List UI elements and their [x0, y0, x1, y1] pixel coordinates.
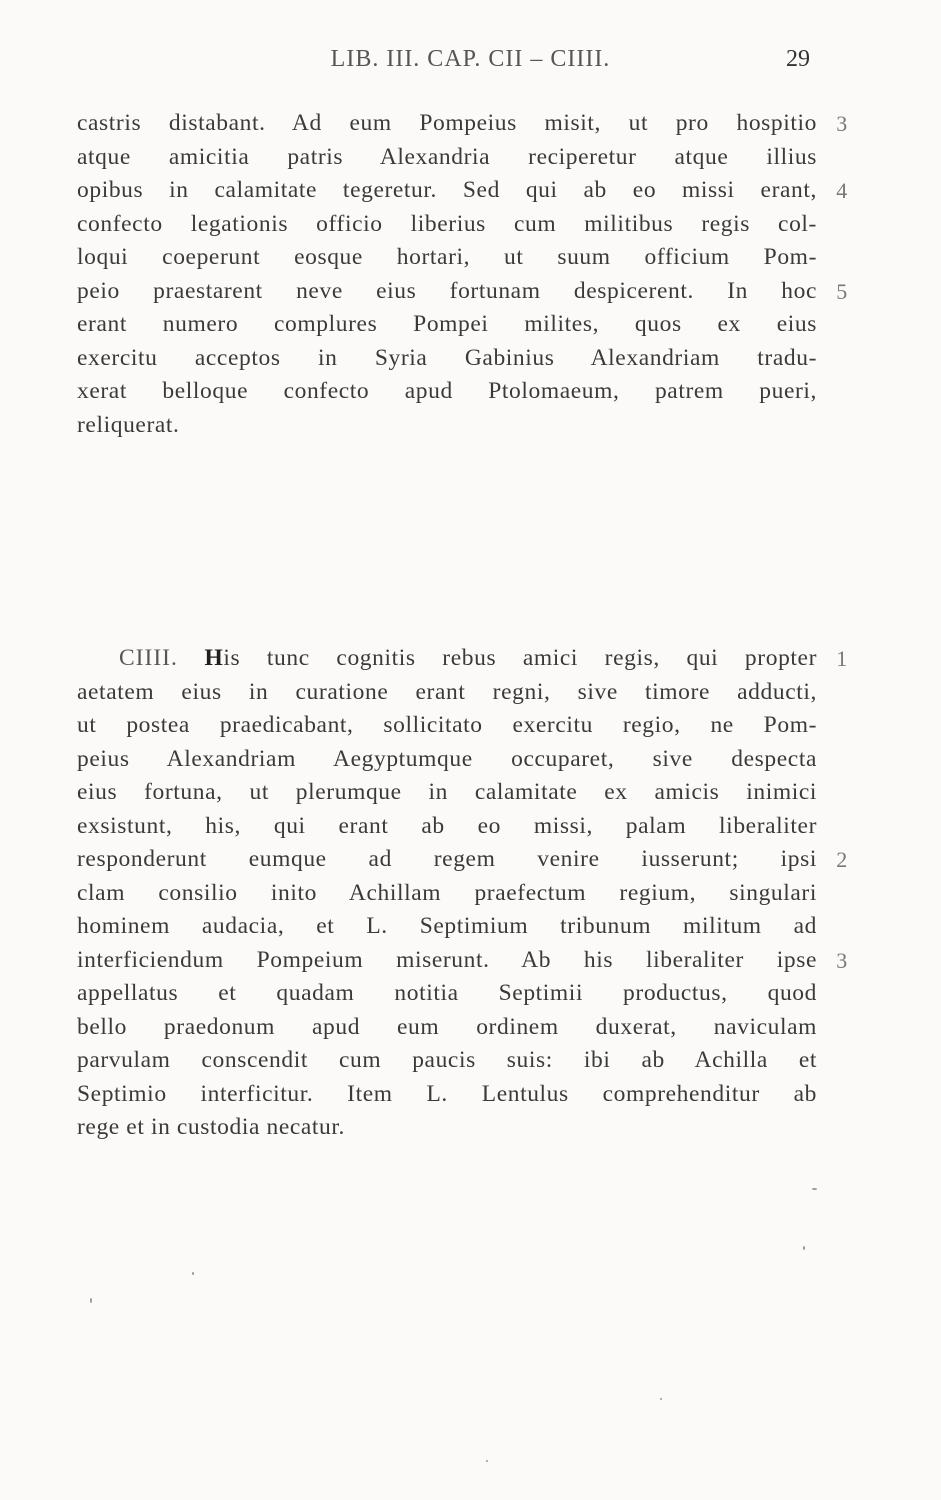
- line-text: exercitu acceptos in Syria Gabinius Alexandriam tradu-: [77, 344, 817, 371]
- first-line-rest: is tunc cognitis rebus amici regis, qui propter: [223, 645, 817, 671]
- text-line: [77, 1044, 817, 1078]
- line-text: bello praedonum apud eum ordinem duxerat, naviculam: [77, 1013, 817, 1040]
- text-line: [77, 977, 817, 1011]
- line-text: responderunt eumque ad regem venire iusserunt; ipsi: [77, 846, 817, 872]
- line-text: hominem audacia, et L. Septimium tribunum militum ad: [77, 913, 817, 939]
- text-line: [77, 1111, 817, 1145]
- line-text: interficiendum Pompeium miserunt. Ab his liberaliter ipse: [77, 946, 817, 973]
- text-line: [77, 409, 817, 443]
- line-text: Septimio interficitur. Item L. Lentulus comprehenditur ab: [77, 1080, 817, 1107]
- paper-speck: [90, 1298, 92, 1303]
- text-line: [77, 141, 817, 175]
- line-text: confecto legationis officio liberius cum militibus regis col-: [77, 210, 817, 237]
- line-text: exsistunt, his, qui erant ab eo missi, palam liberaliter: [77, 812, 817, 839]
- line-text: loqui coeperunt eosque hortari, ut suum officium Pom-: [77, 244, 817, 270]
- chapter-number: CIIII.: [119, 645, 178, 671]
- margin-section-number: 1: [836, 646, 848, 671]
- margin-section-number: 3: [836, 947, 848, 973]
- margin-section-number: 5: [836, 278, 848, 304]
- running-head: [0, 46, 941, 82]
- text-line: [77, 1011, 817, 1045]
- text-line: [77, 1078, 817, 1112]
- paper-speck: [192, 1272, 194, 1275]
- paragraph-continuation: [77, 107, 848, 442]
- line-text: opibus in calamitate tegeretur. Sed qui ab eo missi erant,: [77, 177, 817, 203]
- text-line: [77, 342, 817, 376]
- text-line: [77, 241, 817, 275]
- line-text: peius Alexandriam Aegyptumque occuparet, sive despecta: [77, 745, 817, 772]
- line-text: rege et in custodia necatur.: [77, 1114, 346, 1140]
- line-text: eius fortuna, ut plerumque in calamitate ex amicis inimici: [77, 779, 817, 805]
- line-text: xerat belloque confecto apud Ptolomaeum, patrem pueri,: [77, 378, 817, 404]
- text-line: [77, 174, 848, 208]
- text-line: [77, 910, 817, 944]
- line-text: castris distabant. Ad eum Pompeius misit, ut pro hospitio: [77, 110, 817, 136]
- text-line: [77, 944, 848, 978]
- paper-speck: [803, 1246, 805, 1250]
- text-line-first: [77, 642, 848, 676]
- page-number: 29: [786, 46, 810, 72]
- text-line: [77, 676, 817, 710]
- line-text: peio praestarent neve eius fortunam despicerent. In hoc: [77, 277, 817, 304]
- margin-section-number: 4: [836, 178, 848, 203]
- line-text: appellatus et quadam notitia Septimii productus, quod: [77, 980, 817, 1006]
- line-text: reliquerat.: [77, 411, 180, 438]
- paper-speck: [660, 1398, 662, 1400]
- margin-section-number: 3: [836, 111, 848, 136]
- initial-letter: H: [204, 645, 224, 671]
- margin-section-number: 2: [836, 847, 848, 872]
- first-line-text: [77, 642, 817, 676]
- paper-speck: [812, 1188, 817, 1190]
- text-line: [77, 308, 817, 342]
- text-line: [77, 743, 817, 777]
- text-line: [77, 843, 848, 877]
- line-text: atque amicitia patris Alexandria reciperetur atque illius: [77, 143, 817, 170]
- text-line: [77, 810, 817, 844]
- text-line: [77, 208, 817, 242]
- text-line: [77, 275, 848, 309]
- paper-speck: [486, 1460, 488, 1462]
- line-text: clam consilio inito Achillam praefectum regium, singulari: [77, 879, 817, 906]
- line-text: ut postea praedicabant, sollicitato exercitu regio, ne Pom-: [77, 712, 817, 738]
- line-text: parvulam conscendit cum paucis suis: ibi ab Achilla et: [77, 1047, 817, 1073]
- line-text: aetatem eius in curatione erant regni, sive timore adducti,: [77, 678, 817, 705]
- running-head-title: LIB. III. CAP. CII – CIIII.: [330, 46, 611, 72]
- line-text: erant numero complures Pompei milites, quos ex eius: [77, 311, 817, 337]
- text-line: [77, 877, 817, 911]
- text-line: [77, 709, 817, 743]
- text-line: [77, 375, 817, 409]
- chapter-ciiii-paragraph: [77, 642, 848, 1145]
- text-line: [77, 776, 817, 810]
- text-line: [77, 107, 848, 141]
